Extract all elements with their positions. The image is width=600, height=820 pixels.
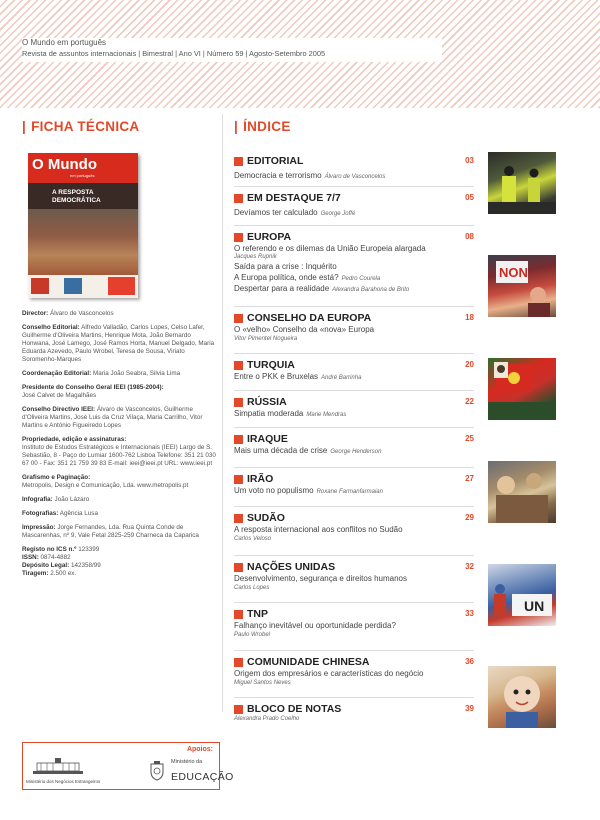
toc-article: Democracia e terrorismo Álvaro de Vasconcelos	[234, 171, 386, 180]
toc-page: 29	[465, 513, 474, 522]
toc-author: Carlos Lopes	[234, 585, 270, 591]
photo-un-peacekeepers	[488, 564, 556, 626]
toc-title: NAÇÕES UNIDAS	[247, 561, 336, 573]
toc-entry-conselho-da-europa	[234, 312, 474, 352]
cover-photo	[28, 209, 138, 275]
toc-page: 39	[465, 704, 474, 713]
ministry-building-icon	[31, 757, 85, 777]
credit-editorial-board: Conselho Editorial: Alfredo Valladão, Carlos Lopes, Celso Lafer, Guilherme d'Oliveira Martins, Henrique Mota, João Bernardo Honwana, José Lamego, José Ramos Horta, Manuel Delgado, Maria Eduarda Azevedo, Paulo Wrobel, Teresa de Sousa, Viriato Soromenho-Marques	[22, 324, 215, 363]
toc-author: Vitor Pimentel Nogueira	[234, 336, 298, 342]
toc-title: TURQUIA	[247, 359, 295, 371]
svg-text:NON: NON	[499, 265, 528, 280]
toc-entry-em-destaque	[234, 192, 474, 228]
credit-printing: Impressão: Jorge Fernandes, Lda. Rua Quinta Conde de Mascarenhas, nº 9, Vale Fetal 2825-259 Charneca da Caparica	[22, 524, 199, 539]
toc-entry-tnp	[234, 608, 474, 648]
ficha-tecnica-heading: | FICHA TÉCNICA	[22, 119, 140, 134]
credit-photos: Fotografias: Agência Lusa	[22, 510, 98, 517]
toc-title: COMUNIDADE CHINESA	[247, 656, 370, 668]
toc-article: Falhanço inevitável ou oportunidade perdida?	[234, 621, 396, 630]
toc-page: 27	[465, 474, 474, 483]
toc-article: Saída para a crise : Inquérito	[234, 262, 337, 271]
column-divider	[222, 114, 223, 712]
magazine-cover	[28, 153, 138, 298]
toc-page: 18	[465, 313, 474, 322]
toc-page: 25	[465, 434, 474, 443]
toc-article: Simpatia moderada Marie Mendras	[234, 409, 347, 418]
toc-article: O «velho» Conselho da «nova» Europa	[234, 325, 375, 334]
indice-heading: | ÍNDICE	[234, 119, 291, 134]
credit-ownership: Propriedade, edição e assinaturas: Instituto de Estudos Estratégicos e Internacionais (IEEI) Largo de S. Sebastião, 8 - Paço do Lumiar 1600-762 Lisboa Telefone: 351 21 030 67 00 - Fax: 351 21 759 39 83 E-mail: ieei@ieei.pt URL: www.ieei.pt	[22, 436, 216, 467]
toc-marker	[234, 705, 243, 714]
toc-author: Carlos Veloso	[234, 536, 272, 542]
toc-page: 33	[465, 609, 474, 618]
toc-page: 08	[465, 232, 474, 241]
toc-entry-europa	[234, 231, 474, 303]
toc-title: BLOCO DE NOTAS	[247, 703, 342, 715]
ministry-education-name: EDUCAÇÃO	[171, 771, 234, 783]
svg-text:UN: UN	[524, 598, 545, 614]
supporters-label: Apoios:	[186, 746, 213, 753]
toc-article: A resposta internacional aos conflitos no Sudão	[234, 525, 403, 534]
toc-page: 22	[465, 397, 474, 406]
toc-title: IRAQUE	[247, 433, 288, 445]
toc-page: 32	[465, 562, 474, 571]
photo-chinese-mask	[488, 666, 556, 728]
toc-article: O referendo e os dilemas da União Europeia alargada	[234, 244, 426, 253]
toc-marker	[234, 398, 243, 407]
toc-marker	[234, 610, 243, 619]
toc-author: Miguel Santos Neves	[234, 680, 291, 686]
toc-author: Alexandra Prado Coelho	[234, 716, 300, 722]
credit-president: Presidente do Conselho Geral IEEI (1985-2004): José Calvet de Magalhães	[22, 384, 164, 399]
toc-entry-bloco-de-notas	[234, 703, 474, 733]
toc-marker	[234, 475, 243, 484]
toc-title: EDITORIAL	[247, 155, 304, 167]
toc-article: Desenvolvimento, segurança e direitos humanos	[234, 574, 407, 583]
ministry-education-prefix: Ministério da	[171, 759, 203, 765]
toc-title: IRÃO	[247, 473, 274, 485]
toc-page: 36	[465, 657, 474, 666]
credit-director: Director: Álvaro de Vasconcelos	[22, 310, 114, 317]
photo-protest-banner	[488, 255, 556, 317]
toc-marker	[234, 435, 243, 444]
photo-kurdish-flag	[488, 358, 556, 420]
toc-title: EUROPA	[247, 231, 292, 243]
credit-board-directors: Conselho Directivo IEEI: Álvaro de Vasconcelos, Guilherme d'Oliveira Martins, José Luis da Cruz Vilaça, Maria Carrilho, Vitor Martins e António Figueiredo Lopes	[22, 406, 203, 429]
publication-details: Revista de assuntos internacionais | Bimestral | Ano VI | Número 59 | Agosto-Setembro 2005	[22, 49, 326, 58]
toc-entry-sudao	[234, 512, 474, 552]
toc-marker	[234, 361, 243, 370]
toc-article: Origem dos empresários e características do negócio	[234, 669, 424, 678]
toc-article: Um voto no populismo Roxane Farmanfarmaian	[234, 486, 383, 495]
credit-registration: Registo no ICS n.º 123399	[22, 546, 100, 553]
toc-entry-iraque	[234, 433, 474, 469]
supporters-box	[22, 742, 234, 790]
toc-article: Despertar para a realidade Alexandra Barahona de Brito	[234, 284, 410, 293]
toc-marker	[234, 658, 243, 667]
toc-marker	[234, 233, 243, 242]
cover-headline: A RESPOSTA DEMOCRÁTICA	[52, 189, 101, 204]
toc-article: Entre o PKK e Bruxelas André Barrinha	[234, 372, 362, 381]
publication-header	[22, 38, 442, 62]
toc-marker	[234, 314, 243, 323]
toc-page: 03	[465, 156, 474, 165]
credits-list	[22, 310, 218, 578]
cover-subtitle: em português	[70, 173, 95, 178]
toc-article: A Europa política, onde está? Pedro Courela	[234, 273, 381, 282]
toc-title: SUDÃO	[247, 512, 285, 524]
credit-issn: ISSN: 0874-4882	[22, 554, 71, 561]
heading-bar: |	[22, 119, 27, 134]
toc-marker	[234, 194, 243, 203]
toc-entry-comunidade-chinesa	[234, 656, 474, 696]
toc-marker	[234, 157, 243, 166]
toc-author: Paulo Wrobel	[234, 632, 271, 638]
credit-legal-deposit: Depósito Legal: 142358/99	[22, 562, 101, 569]
credit-infographics: Infografia: João Lázaro	[22, 496, 90, 503]
toc-page: 05	[465, 193, 474, 202]
cover-bottom-strip	[28, 275, 138, 298]
credit-print-run: Tiragem: 2.500 ex.	[22, 570, 77, 577]
toc-marker	[234, 514, 243, 523]
toc-title: EM DESTAQUE 7/7	[247, 192, 341, 204]
toc-author: Jacques Rupnik	[234, 254, 277, 260]
toc-page: 20	[465, 360, 474, 369]
toc-title: RÚSSIA	[247, 396, 287, 408]
publication-name: O Mundo em português	[22, 38, 107, 47]
coat-of-arms-icon	[149, 761, 165, 781]
credit-coordination: Coordenação Editorial: Maria João Seabra, Silvia Lima	[22, 370, 181, 377]
toc-marker	[234, 563, 243, 572]
toc-title: TNP	[247, 608, 268, 620]
toc-entry-nacoes-unidas	[234, 561, 474, 601]
toc-entry-irao	[234, 473, 474, 509]
cover-logo: O Mundo	[32, 156, 97, 173]
toc-article: Devíamos ter calculado George Joffé	[234, 208, 356, 217]
cover-masthead	[28, 153, 138, 183]
credit-design: Grafismo e Paginação: Metropolis, Design e Comunicação, Lda. www.metropolis.pt	[22, 474, 189, 489]
toc-article: Mais uma década de crise George Henderson	[234, 446, 382, 455]
photo-police-officers	[488, 152, 556, 214]
ministry-foreign-affairs-label: Ministério dos Negócios Estrangeiros	[26, 779, 101, 784]
photo-iran-crowd	[488, 461, 556, 523]
toc-title: CONSELHO DA EUROPA	[247, 312, 372, 324]
heading-bar: |	[234, 119, 239, 134]
